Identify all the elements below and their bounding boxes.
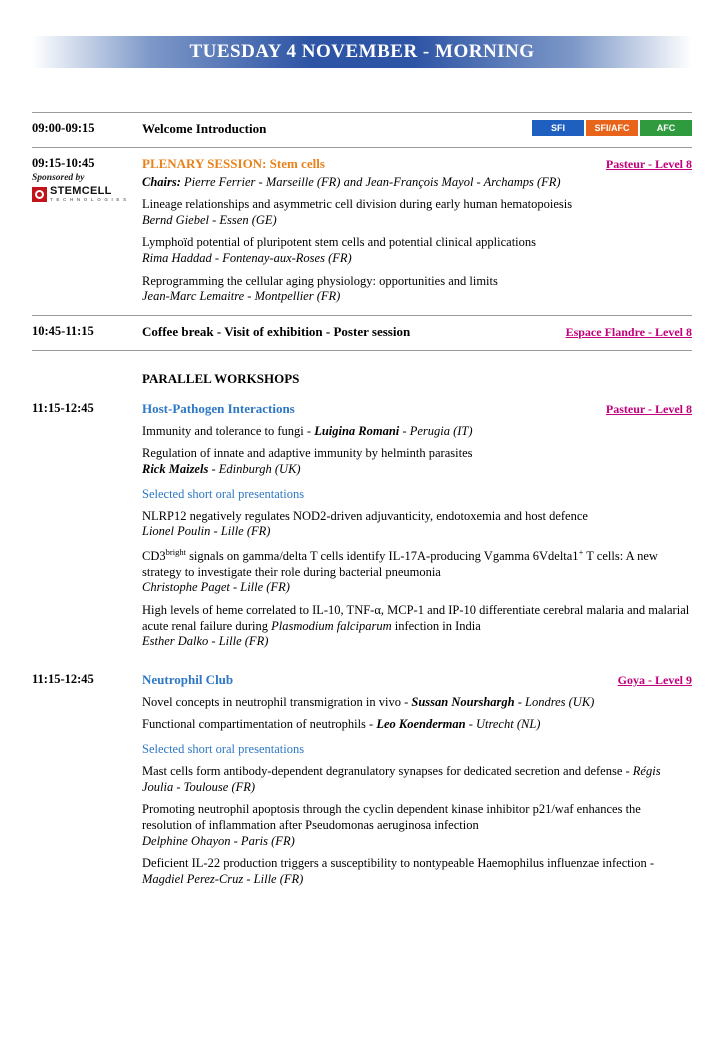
talk-item bbox=[142, 695, 692, 711]
talk-item bbox=[142, 424, 692, 440]
legend-chip-afc: AFC bbox=[640, 120, 692, 136]
session-title: Welcome Introduction bbox=[142, 121, 267, 136]
talk-speaker-name: Rick Maizels bbox=[142, 462, 209, 476]
talk-item bbox=[142, 717, 692, 733]
session-row-host-pathogen bbox=[32, 393, 692, 654]
session-title: Host-Pathogen Interactions bbox=[142, 400, 295, 416]
session-venue[interactable]: Goya - Level 9 bbox=[617, 672, 692, 687]
session-title: Coffee break - Visit of exhibition - Poster session bbox=[142, 323, 411, 339]
page-title: TUESDAY 4 NOVEMBER - MORNING bbox=[189, 41, 535, 62]
program-table bbox=[32, 112, 692, 891]
talk-speaker-affiliation: - Utrecht (NL) bbox=[465, 717, 541, 732]
session-row-plenary bbox=[32, 147, 692, 309]
talk-speaker: Delphine Ohayon - Paris (FR) bbox=[142, 833, 295, 848]
talk-item bbox=[142, 802, 692, 849]
session-time: 10:45-11:15 bbox=[32, 323, 94, 338]
short-oral-heading: Selected short oral presentations bbox=[142, 486, 305, 501]
talk-item bbox=[142, 547, 692, 596]
chairs-names: Pierre Ferrier - Marseille (FR) and Jean-François Mayol - Archamps (FR) bbox=[184, 175, 561, 189]
session-title: PLENARY SESSION: Stem cells bbox=[142, 156, 325, 171]
legend-chip-sfi-afc: SFI/AFC bbox=[586, 120, 638, 136]
session-venue[interactable]: Espace Flandre - Level 8 bbox=[565, 324, 692, 339]
talk-speaker-name: Sussan Nourshargh bbox=[411, 694, 515, 709]
session-chairs bbox=[142, 175, 692, 190]
talk-speaker-affiliation: - Edinburgh (UK) bbox=[208, 462, 301, 476]
talk-title: Regulation of innate and adaptive immunity by helminth parasites bbox=[142, 446, 473, 461]
sponsor-subtitle: T E C H N O L O G I E S bbox=[50, 197, 128, 202]
session-row-coffee-break bbox=[32, 315, 692, 344]
talk-title: Lymphoïd potential of pluripotent stem cells and potential clinical applications bbox=[142, 235, 537, 250]
stemcell-logo-icon bbox=[32, 187, 47, 202]
talk-speaker: Magdiel Perez-Cruz - Lille (FR) bbox=[142, 871, 304, 886]
talk-title: Deficient IL-22 production triggers a susceptibility to nontypeable Haemophilus influenzae infection - bbox=[142, 856, 654, 871]
session-time bbox=[32, 148, 142, 205]
talk-title: Novel concepts in neutrophil transmigration in vivo - bbox=[142, 694, 412, 709]
society-legend bbox=[532, 120, 692, 136]
session-venue[interactable]: Pasteur - Level 8 bbox=[605, 401, 692, 416]
talk-item bbox=[142, 509, 692, 540]
talk-speaker: Rima Haddad - Fontenay-aux-Roses (FR) bbox=[142, 250, 352, 265]
talk-item bbox=[142, 446, 692, 477]
talk-title-superscript-plus: + bbox=[578, 546, 584, 557]
session-time: 11:15-12:45 bbox=[32, 671, 94, 686]
talk-item bbox=[142, 856, 692, 887]
talk-speaker: Lionel Poulin - Lille (FR) bbox=[142, 524, 271, 539]
legend-chip-sfi: SFI bbox=[532, 120, 584, 136]
sponsor-name: STEMCELL bbox=[50, 185, 112, 197]
talk-title: Lineage relationships and asymmetric cell division during early human hematopoiesis bbox=[142, 197, 573, 211]
session-time: 09:00-09:15 bbox=[32, 121, 95, 135]
talk-title: $CD3^{bright}$ signals on gamma/delta T cells identify IL-17A-producing Vgamma 6Vdelta1+ T cells: A new strategy to investigate their role during bacterial pneumonia bbox=[142, 546, 658, 579]
talk-item bbox=[142, 274, 692, 305]
session-venue[interactable]: Pasteur - Level 8 bbox=[605, 157, 692, 171]
session-time-label: 09:15-10:45 bbox=[32, 156, 95, 170]
talk-title: NLRP12 negatively regulates NOD2-driven adjuvanticity, endotoxemia and host defence bbox=[142, 508, 588, 523]
program-page bbox=[0, 36, 724, 1060]
session-title: Neutrophil Club bbox=[142, 671, 234, 687]
chairs-prefix: Chairs: bbox=[142, 175, 181, 189]
page-header-banner bbox=[32, 36, 692, 68]
talk-title: Mast cells form antibody-dependent degranulatory synapses for dedicated secretion and defense - bbox=[142, 764, 633, 779]
sponsor-label: Sponsored by bbox=[32, 173, 85, 183]
talk-title: Reprogramming the cellular aging physiology: opportunities and limits bbox=[142, 273, 498, 288]
talk-item bbox=[142, 764, 692, 795]
talk-speaker-name: Luigina Romani bbox=[314, 423, 400, 438]
session-row-neutrophil-club bbox=[32, 664, 692, 892]
talk-title-superscript: bright bbox=[165, 546, 186, 557]
talk-speaker-affiliation: - Perugia (IT) bbox=[399, 423, 473, 438]
talk-title: Immunity and tolerance to fungi - bbox=[142, 423, 315, 438]
sponsor-logo bbox=[32, 186, 142, 203]
talk-item bbox=[142, 603, 692, 650]
talk-speaker: Christophe Paget - Lille (FR) bbox=[142, 580, 290, 595]
talk-title: Functional compartimentation of neutrophils - bbox=[142, 717, 377, 732]
talk-speaker-affiliation: - Londres (UK) bbox=[514, 694, 595, 709]
talk-title: Promoting neutrophil apoptosis through the cyclin dependent kinase inhibitor p21/waf enhances the resolution of inflammation after Pseudomonas aeruginosa infection bbox=[142, 802, 641, 832]
talk-speaker: Bernd Giebel - Essen (GE) bbox=[142, 212, 277, 227]
talk-speaker-name: Leo Koenderman bbox=[376, 717, 466, 732]
parallel-workshops-heading-row bbox=[32, 350, 692, 393]
talk-speaker: Esther Dalko - Lille (FR) bbox=[142, 634, 269, 649]
talk-speaker: Jean-Marc Lemaitre - Montpellier (FR) bbox=[142, 289, 341, 304]
talk-item bbox=[142, 197, 692, 228]
talk-speaker: Régis Joulia - Toulouse (FR) bbox=[142, 764, 661, 794]
sponsor-block bbox=[32, 173, 142, 203]
talk-item bbox=[142, 235, 692, 266]
talk-title: High levels of heme correlated to IL-10, TNF-α, MCP-1 and IP-10 differentiate cerebral malaria and malarial acute renal failure during Plasmodium falciparum infection in India bbox=[142, 602, 690, 633]
session-time: 11:15-12:45 bbox=[32, 400, 94, 415]
short-oral-heading: Selected short oral presentations bbox=[142, 742, 305, 757]
parallel-workshops-heading: PARALLEL WORKSHOPS bbox=[142, 370, 300, 386]
